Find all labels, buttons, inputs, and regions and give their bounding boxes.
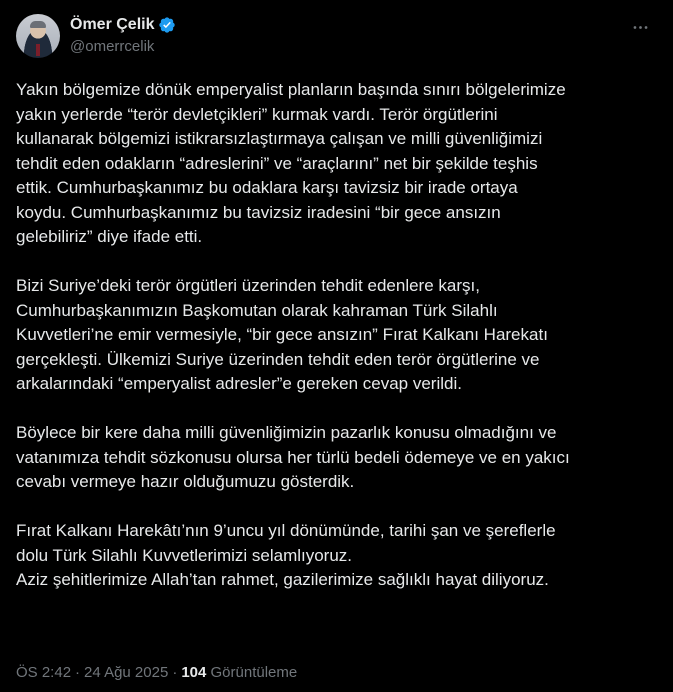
more-horizontal-icon (631, 18, 650, 37)
avatar-hair (30, 21, 46, 28)
tweet-paragraph: Bizi Suriye’deki terör örgütleri üzerinden tehdit edenlere karşı, Cumhurbaşkanımızın Başkomutan olarak kahraman Türk Silahlı Kuvvetleri’ne emir vermesiyle, “bir gece ansızın” Fırat Kalkanı Harekatı gerçekleşti. Ülkemizi Suriye üzerinden tehdit eden terör örgütlerine ve arkalarındaki “emperyalist adresler”e gereken cevap verildi. (16, 276, 548, 393)
author-name-row (70, 14, 176, 36)
tweet-date-link[interactable] (84, 664, 168, 681)
avatar-tie (36, 44, 40, 56)
tweet-date: 24 Ağu 2025 (84, 664, 169, 681)
tweet-paragraph: Böylece bir kere daha milli güvenliğimizin pazarlık konusu olmadığını ve vatanımıza tehdit sözkonusu olursa her türlü bedeli ödemeye ve en yakıcı cevabı vermeye hazır olduğumuzu gösterdik. (16, 423, 570, 491)
tweet-time-link[interactable] (16, 664, 71, 681)
author-name[interactable]: Ömer Çelik (70, 16, 155, 33)
views-count: 104 (181, 664, 207, 681)
meta-separator: · (172, 664, 178, 681)
more-button[interactable] (629, 16, 651, 38)
verified-badge-icon (158, 16, 176, 34)
views-label: Görüntüleme (210, 664, 298, 681)
avatar[interactable] (16, 14, 60, 58)
author-handle[interactable]: @omerrcelik (70, 38, 155, 55)
meta-separator: · (75, 664, 81, 681)
views[interactable] (181, 664, 297, 681)
tweet-meta (16, 664, 297, 681)
tweet-time: ÖS 2:42 (16, 664, 72, 681)
tweet-paragraph: Yakın bölgemize dönük emperyalist planların başında sınırı bölgelerimize yakın yerlerde “terör devletçikleri” kurmak vardı. Terör örgütlerini kullanarak bölgemizi istikrarsızlaştırmaya çalışan ve milli güvenliğimizi tehdit eden odakların “adreslerini” ve “araçlarını” net bir şekilde teşhis ettik. Cumhurbaşkanımız bu odaklara karşı tavizsiz bir irade ortaya koydu. Cumhurbaşkanımız bu tavizsiz iradesini “bir gece ansızın gelebiliriz” diye ifade etti. (16, 80, 566, 246)
tweet-text (16, 78, 656, 593)
tweet-paragraph: Fırat Kalkanı Harekâtı’nın 9’uncu yıl dönümünde, tarihi şan ve şereflerle dolu Türk Silahlı Kuvvetlerimizi selamlıyoruz. Aziz şehitlerimize Allah’tan rahmet, gazilerimize sağlıklı hayat diliyoruz. (16, 521, 556, 589)
